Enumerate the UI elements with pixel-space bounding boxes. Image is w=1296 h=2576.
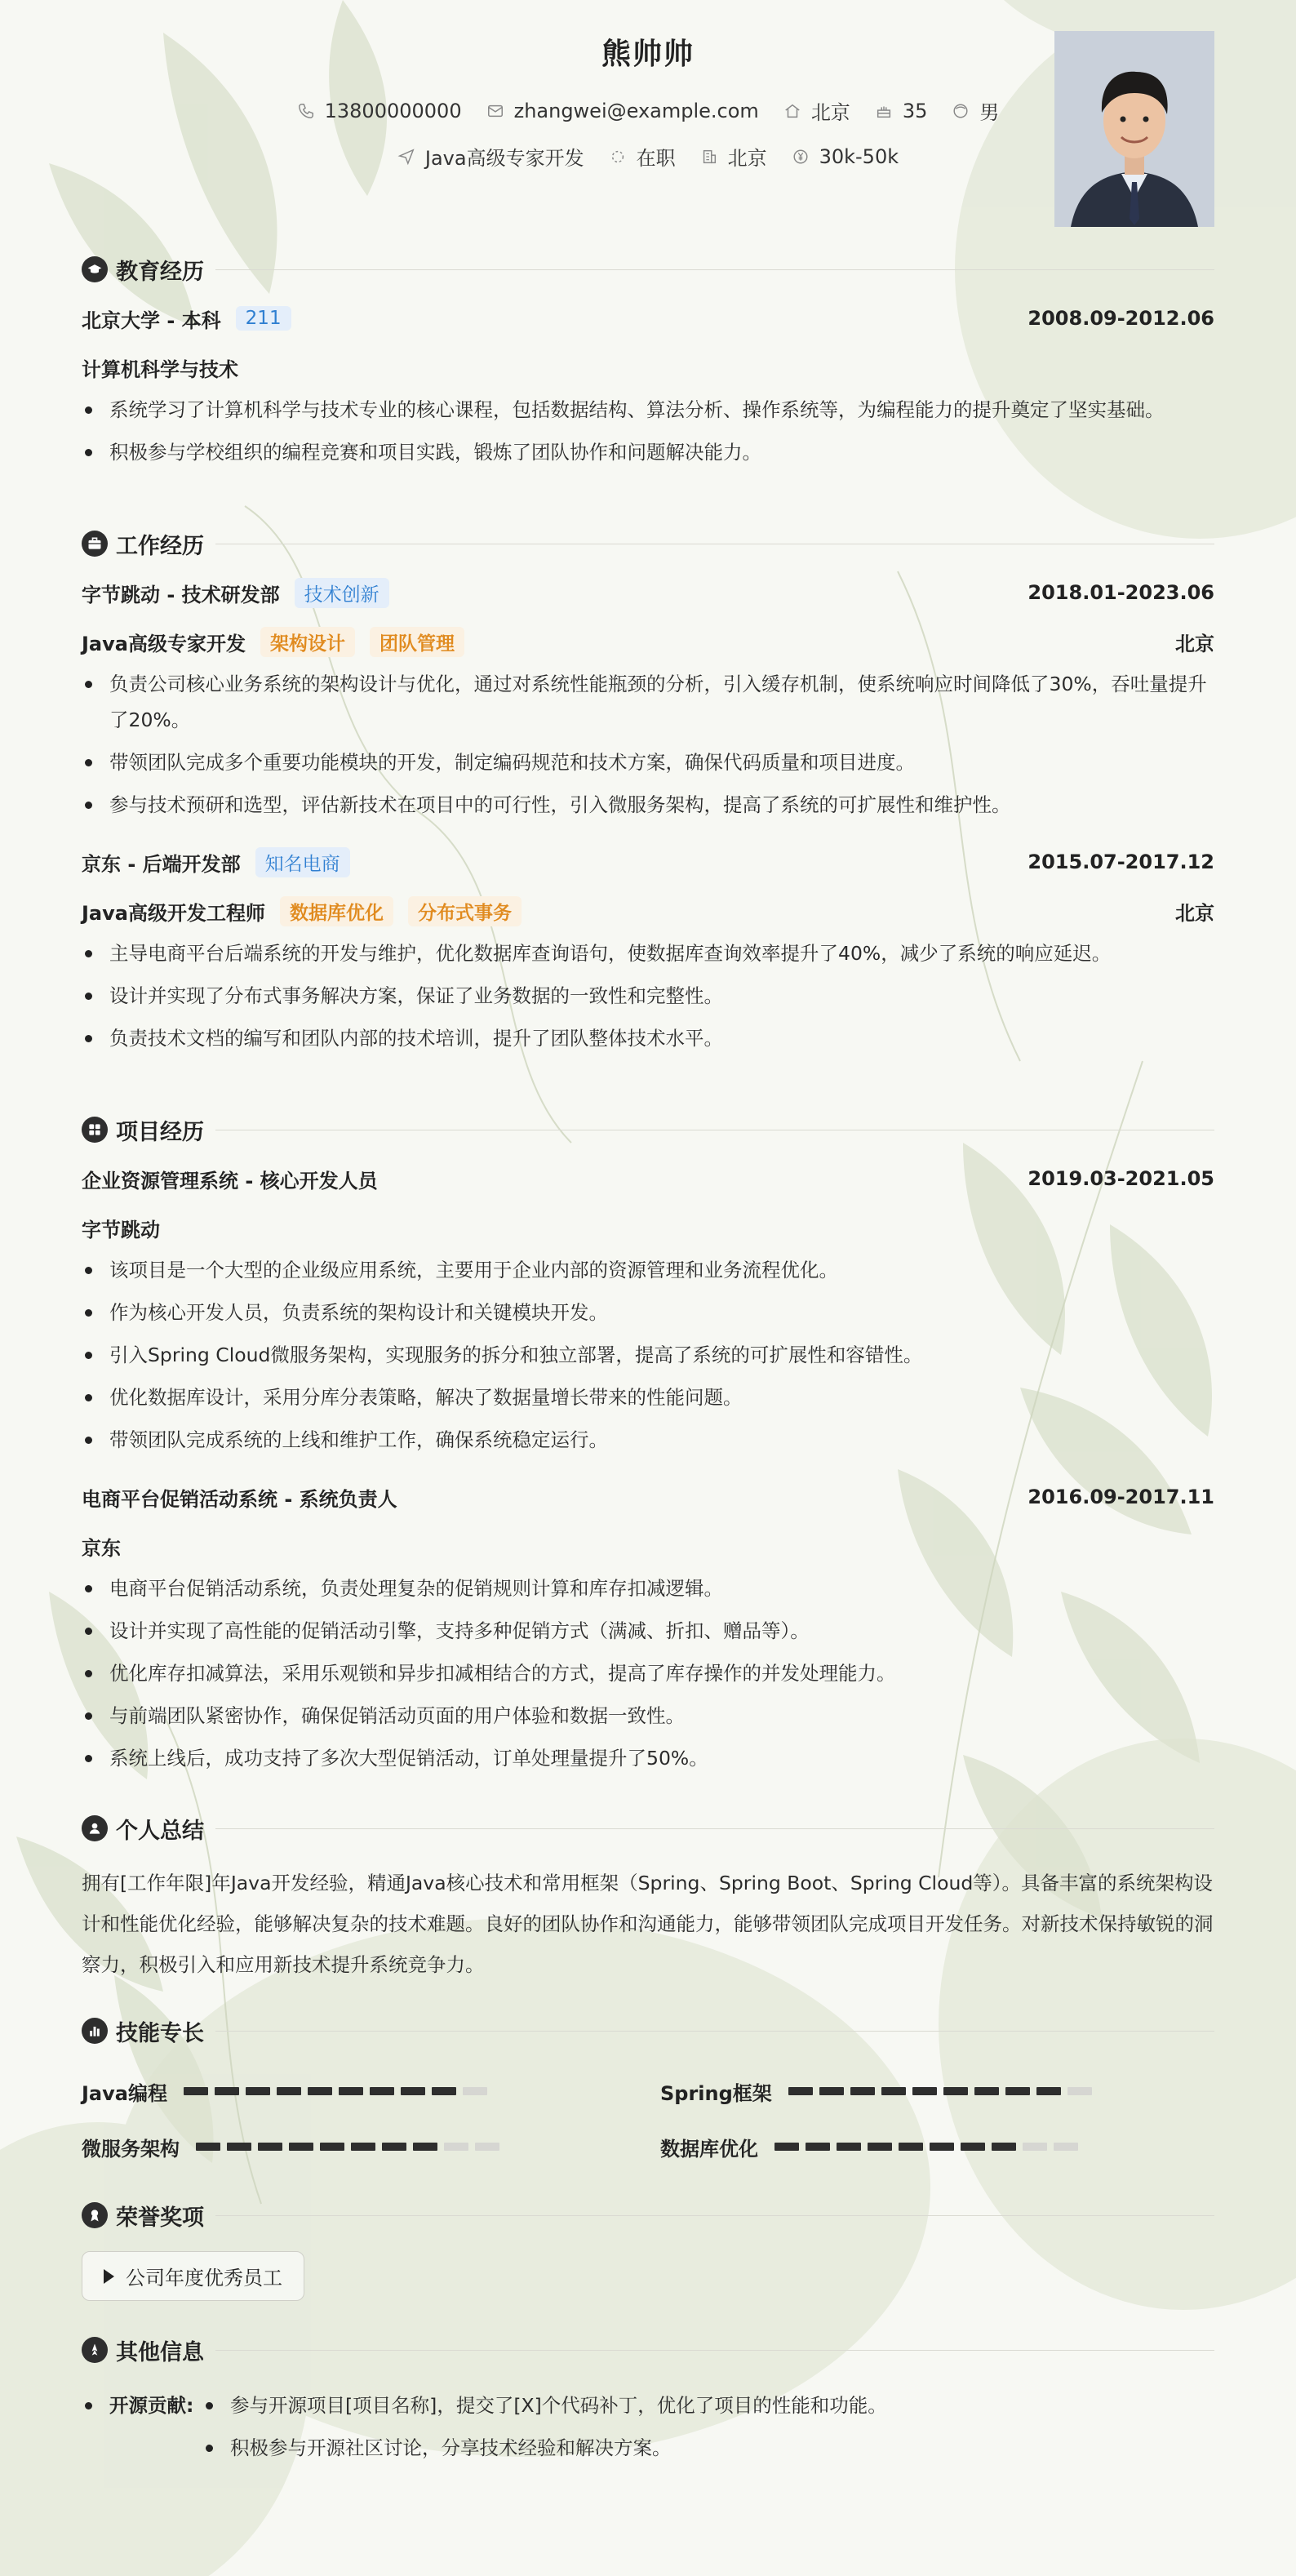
skill-name: Java编程 [82,2081,167,2105]
list-item: 带领团队完成多个重要功能模块的开发，制定编码规范和技术方案，确保代码质量和项目进度。 [82,744,1214,780]
skill-dash-empty [444,2143,468,2151]
company-tag: 知名电商 [255,847,350,877]
candidate-name: 熊帅帅 [601,38,695,71]
other-item [230,2427,672,2469]
skill-dash-filled [930,2143,954,2151]
list-item: 带领团队完成系统的上线和维护工作，确保系统稳定运行。 [82,1422,1214,1458]
skill-dash-filled [881,2087,906,2095]
list-item: 与前端团队紧密协作，确保促销活动页面的用户体验和数据一致性。 [82,1698,1214,1734]
project-bullets [82,1252,1214,1458]
other-item-text: 参与开源项目[项目名称]，提交了[X]个代码补丁，优化了项目的性能和功能。 [230,2394,887,2417]
work-header [82,519,1214,568]
skill-tag: 团队管理 [370,627,464,657]
job-date: 2018.01-2023.06 [1027,581,1214,604]
list-item: 作为核心开发人员，负责系统的架构设计和关键模块开发。 [82,1295,1214,1330]
project-row [82,1154,1214,1203]
section-title: 个人总结 [116,1818,204,1844]
skill-dash-filled [974,2087,999,2095]
section-title: 项目经历 [116,1119,204,1145]
award-icon [82,2202,108,2228]
project-name: 电商平台促销活动系统 - 系统负责人 [82,1487,397,1511]
list-item: 该项目是一个大型的企业级应用系统，主要用于企业内部的资源管理和业务流程优化。 [82,1252,1214,1288]
company-name: 字节跳动 - 技术研发部 [82,583,280,606]
list-item: 负责技术文档的编写和团队内部的技术培训，提升了团队整体技术水平。 [82,1020,1214,1056]
skill-item [660,2063,1214,2119]
skill-dash-filled [1036,2087,1061,2095]
education-header [82,245,1214,294]
resume-header [82,0,1214,245]
skill-level-bar [788,2087,1098,2095]
company-tag: 技术创新 [295,578,389,608]
section-title: 工作经历 [116,533,204,559]
project-company-row [82,1521,1214,1570]
skills-section [82,2006,1214,2174]
building-icon [700,148,718,166]
project-company: 京东 [82,1536,121,1560]
education-row [82,294,1214,343]
project-date: 2019.03-2021.05 [1027,1167,1214,1190]
skill-level-bar [184,2087,494,2095]
skill-dash-filled [277,2087,301,2095]
award-item [82,2251,304,2301]
other-list [82,2384,1214,2469]
user-icon [82,1815,108,1841]
email-item [486,96,759,125]
skill-tag: 分布式事务 [408,896,522,926]
section-title: 其他信息 [116,2339,204,2365]
major-row [82,343,1214,392]
cake-icon [875,102,893,120]
skill-dash-filled [351,2143,375,2151]
salary-item [792,142,899,171]
education-section [82,245,1214,470]
skill-dash-filled [196,2143,220,2151]
skill-dash-filled [215,2087,239,2095]
role-row [82,886,1214,935]
skill-name: Spring框架 [660,2081,772,2105]
education-bullets [82,392,1214,470]
grid-icon [82,1117,108,1143]
list-item: 系统学习了计算机科学与技术专业的核心课程，包括数据结构、算法分析、操作系统等，为编程能力的提升奠定了坚实基础。 [82,392,1214,428]
skill-dash-filled [370,2087,394,2095]
email-text: zhangwei@example.com [513,99,759,122]
city-item [700,142,767,171]
award-text: 公司年度优秀员工 [126,2267,282,2290]
other-header [82,2325,1214,2374]
skill-tag: 数据库优化 [280,896,393,926]
list-item: 优化库存扣减算法，采用乐观锁和异步扣减相结合的方式，提高了库存操作的并发处理能力。 [82,1655,1214,1691]
age-text: 35 [902,99,928,122]
skill-dash-filled [961,2143,985,2151]
profile-photo [1054,31,1214,227]
skill-dash-filled [806,2143,830,2151]
section-title: 技能专长 [116,2020,204,2046]
skill-dash-filled [413,2143,437,2151]
list-item: 优化数据库设计，采用分库分表策略，解决了数据量增长带来的性能问题。 [82,1379,1214,1415]
list-item: 积极参与学校组织的编程竞赛和项目实践，锻炼了团队协作和问题解决能力。 [82,434,1214,470]
role-name: Java高级开发工程师 [82,901,265,925]
skill-tag: 架构设计 [260,627,355,657]
job-bullets [82,935,1214,1056]
skill-dash-empty [475,2143,499,2151]
awards-section [82,2191,1214,2301]
skill-dash-filled [246,2087,270,2095]
skill-dash-filled [401,2087,425,2095]
status-item [609,142,676,171]
list-item: 负责公司核心业务系统的架构设计与优化，通过对系统性能瓶颈的分析，引入缓存机制，使系统响应时间降低了30%，吞吐量提升了20%。 [82,666,1214,738]
section-title: 荣誉奖项 [116,2205,204,2231]
skill-item [660,2119,1214,2174]
project-name: 企业资源管理系统 - 核心开发人员 [82,1169,378,1193]
company-name: 京东 - 后端开发部 [82,852,241,876]
skills-grid [82,2063,1214,2174]
skill-name: 数据库优化 [660,2137,758,2161]
compass-icon [82,2337,108,2363]
skill-dash-filled [339,2087,363,2095]
major-name: 计算机科学与技术 [82,358,238,381]
list-item: 设计并实现了分布式事务解决方案，保证了业务数据的一致性和完整性。 [82,978,1214,1014]
job-bullets [82,666,1214,823]
divider [215,2031,1214,2032]
other-label: 开源贡献: [109,2394,194,2417]
project-company-row [82,1203,1214,1252]
status-text: 在职 [636,147,676,170]
list-item [82,2384,1214,2427]
job-intent-row [82,142,1214,171]
skill-dash-filled [788,2087,813,2095]
skill-dash-empty [463,2087,487,2095]
projects-header [82,1105,1214,1154]
yen-icon [792,148,810,166]
list-item: 主导电商平台后端系统的开发与维护，优化数据库查询语句，使数据库查询效率提升了40%，减少了系统的响应延迟。 [82,935,1214,971]
list-item: 引入Spring Cloud微服务架构，实现服务的拆分和独立部署，提高了系统的可扩展性和容错性。 [82,1337,1214,1373]
work-section [82,519,1214,1056]
skill-dash-empty [1023,2143,1047,2151]
skill-dash-filled [289,2143,313,2151]
skills-header [82,2006,1214,2055]
salary-text: 30k-50k [819,144,899,168]
location-text: 北京 [810,101,850,124]
divider [215,269,1214,270]
job-location: 北京 [1175,632,1214,655]
skill-dash-filled [308,2087,332,2095]
skill-level-bar [196,2143,506,2151]
skill-dash-empty [1054,2143,1078,2151]
briefcase-icon [82,531,108,557]
city-text: 北京 [727,147,767,170]
skill-dash-filled [943,2087,968,2095]
divider [215,1828,1214,1829]
job-date: 2015.07-2017.12 [1027,851,1214,873]
bar-chart-icon [82,2018,108,2044]
skill-dash-filled [837,2143,861,2151]
face-icon [952,102,970,120]
education-date: 2008.09-2012.06 [1027,307,1214,330]
mail-icon [486,102,504,120]
skill-name: 微服务架构 [82,2137,180,2161]
person-avatar-icon [1054,31,1214,227]
job-row [82,837,1214,886]
job-row [82,568,1214,617]
skill-item [82,2063,636,2119]
spinner-icon [609,148,627,166]
skill-dash-filled [1005,2087,1030,2095]
divider [215,2215,1214,2216]
skill-dash-filled [258,2143,282,2151]
school-tag: 211 [236,306,291,331]
other-section [82,2325,1214,2469]
skill-level-bar [774,2143,1085,2151]
age-item [875,96,928,125]
skill-dash-filled [382,2143,406,2151]
projects-section [82,1105,1214,1776]
graduation-cap-icon [82,256,108,282]
summary-text: 拥有[工作年限]年Java开发经验，精通Java核心技术和常用框架（Spring、Spring Boot、Spring Cloud等）。具备丰富的系统架构设计和性能优化经验，能够解决复杂的技术难题。良好的团队协作和沟通能力，能够带领团队完成项目开发任务。对新技术保持敏锐的洞察力，积极引入和应用新技术提升系统竞争力。 [82,1872,1214,1976]
skill-dash-filled [850,2087,875,2095]
position-text: Java高级专家开发 [424,147,584,170]
skill-dash-filled [899,2143,923,2151]
skill-dash-filled [868,2143,892,2151]
project-date: 2016.09-2017.11 [1027,1486,1214,1508]
skill-dash-filled [320,2143,344,2151]
play-icon [104,2269,114,2284]
send-icon [397,148,415,166]
awards-header [82,2191,1214,2240]
skill-dash-filled [432,2087,456,2095]
role-row [82,617,1214,666]
phone-text: 13800000000 [324,99,462,122]
list-item: 参与技术预研和选型，评估新技术在项目中的可行性，引入微服务架构，提高了系统的可扩展性和维护性。 [82,787,1214,823]
list-item [82,2427,1214,2469]
role-name: Java高级专家开发 [82,632,246,655]
position-item [397,142,584,171]
location-item [783,96,850,125]
skill-item [82,2119,636,2174]
job-location: 北京 [1175,901,1214,925]
list-item: 电商平台促销活动系统，负责处理复杂的促销规则计算和库存扣减逻辑。 [82,1570,1214,1606]
bullet-dot [85,2402,92,2409]
other-item [230,2384,887,2427]
phone-item [297,96,462,125]
skill-dash-filled [227,2143,251,2151]
home-icon [783,102,801,120]
skill-dash-filled [992,2143,1016,2151]
summary-section [82,1804,1214,1985]
summary-header [82,1804,1214,1853]
gender-item [952,96,999,125]
skill-dash-empty [1067,2087,1092,2095]
divider [215,2350,1214,2351]
other-item-text: 积极参与开源社区讨论，分享技术经验和解决方案。 [230,2436,672,2459]
skill-dash-filled [184,2087,208,2095]
phone-icon [297,102,315,120]
project-row [82,1472,1214,1521]
section-title: 教育经历 [116,259,204,285]
contact-row [82,96,1214,125]
skill-dash-filled [774,2143,799,2151]
project-bullets [82,1570,1214,1776]
gender-text: 男 [979,101,1000,124]
list-item: 设计并实现了高性能的促销活动引擎，支持多种促销方式（满减、折扣、赠品等）。 [82,1613,1214,1649]
skill-dash-filled [912,2087,937,2095]
skill-dash-filled [819,2087,844,2095]
list-item: 系统上线后，成功支持了多次大型促销活动，订单处理量提升了50%。 [82,1740,1214,1776]
project-company: 字节跳动 [82,1218,160,1241]
school-name: 北京大学 - 本科 [82,309,221,332]
